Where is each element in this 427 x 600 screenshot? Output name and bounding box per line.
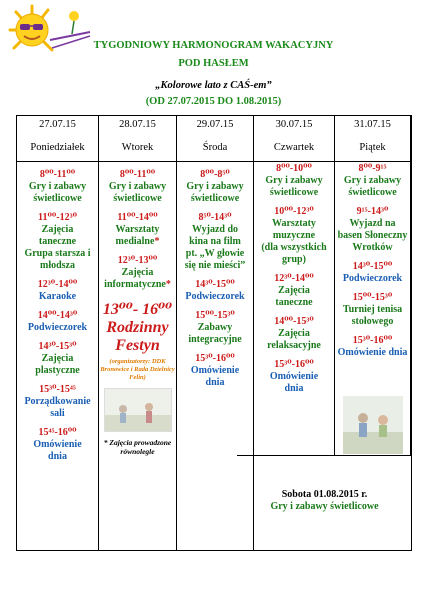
time-slot: 15³⁰-16⁰⁰ xyxy=(195,353,235,364)
day-date: 31.07.15 xyxy=(354,119,391,130)
activity: taneczne xyxy=(275,297,313,308)
day-activities xyxy=(17,162,98,463)
activity: Omówienie xyxy=(190,365,240,376)
activity: Wyjazd do xyxy=(191,224,239,235)
document-header xyxy=(0,38,427,110)
day-date: 29.07.15 xyxy=(196,119,234,130)
activity xyxy=(99,279,176,291)
time-slot: 14³⁰-15⁰⁰ xyxy=(195,279,235,290)
time-slot: 11⁰⁰-12³⁰ xyxy=(38,212,77,223)
activity: świetlicowe xyxy=(269,187,319,198)
time-slot: 15³⁰-16⁰⁰ xyxy=(352,335,393,346)
activity: Zajęcia xyxy=(41,224,74,235)
activity: Warsztaty xyxy=(115,224,160,235)
activity: się nie mieści” xyxy=(184,260,246,271)
day-name: Poniedziałek xyxy=(30,142,85,153)
activity: Podwieczorek xyxy=(185,291,245,302)
day-date: 28.07.15 xyxy=(119,119,156,130)
activity: Warsztaty xyxy=(272,218,316,229)
time-slot: 15⁰⁰-15³⁰ xyxy=(352,292,393,303)
time-slot: 8⁰⁰-9¹⁵ xyxy=(358,163,387,174)
day-date: 30.07.15 xyxy=(275,119,313,130)
activity: pt. „W głowie xyxy=(185,248,245,259)
time-slot: 15³⁰-16⁰⁰ xyxy=(274,359,314,370)
festyn-title-2: Festyn xyxy=(115,337,160,354)
time-slot: 12³⁰-13⁰⁰ xyxy=(117,255,158,266)
festival-photo xyxy=(104,388,172,432)
time-slot: 8⁵⁰-14³⁰ xyxy=(198,212,232,223)
activity: (dla wszystkich xyxy=(261,242,327,253)
time-slot: 12³⁰-14⁰⁰ xyxy=(37,279,78,290)
saturday-title: Sobota 01.08.2015 r. xyxy=(281,489,368,500)
activity: Omówienie xyxy=(269,371,319,382)
time-slot: 15⁴⁵-16⁰⁰ xyxy=(38,427,77,438)
activity: świetlicowe xyxy=(113,193,162,204)
time-slot: 15⁰⁰-15³⁰ xyxy=(195,310,235,321)
activity: Omówienie dnia xyxy=(337,347,408,358)
activity: plastyczne xyxy=(35,365,80,376)
day-activities xyxy=(99,162,176,456)
time-slot: 14³⁰-15³⁰ xyxy=(38,341,77,352)
activity: Grupa starsza i xyxy=(24,248,91,259)
day-activities xyxy=(335,156,410,359)
organizers-note: (organizatorzy: DDK Bronowice i Rada Dzielnicy Felin) xyxy=(100,358,175,381)
time-slot: 14⁰⁰-15³⁰ xyxy=(274,316,314,327)
festyn-time: 13⁰⁰- 16⁰⁰ xyxy=(102,301,173,318)
saturday-activity: Gry i zabawy świetlicowe xyxy=(270,501,379,512)
time-slot: 12³⁰-14⁰⁰ xyxy=(274,273,314,284)
activity: Gry i zabawy xyxy=(186,181,244,192)
activity: dnia xyxy=(48,451,67,462)
activity: Gry i zabawy xyxy=(265,175,323,186)
asterisk-mark: * xyxy=(165,279,171,290)
activity: Gry i zabawy xyxy=(108,181,167,192)
activity: grup) xyxy=(282,254,306,265)
activity: młodsza xyxy=(40,260,75,271)
activity-text: informatyczne xyxy=(104,279,166,290)
time-slot: 14⁰⁰-14³⁰ xyxy=(37,310,78,321)
activity: świetlicowe xyxy=(33,193,82,204)
day-name: Czwartek xyxy=(273,142,315,153)
schedule-dates: (OD 27.07.2015 DO 1.08.2015) xyxy=(145,96,282,107)
day-activities xyxy=(177,162,253,389)
time-slot: 8⁰⁰-8⁵⁰ xyxy=(200,169,230,180)
activity xyxy=(99,236,176,248)
activity: stołowego xyxy=(351,316,394,327)
time-slot: 8⁰⁰-10⁰⁰ xyxy=(276,163,312,174)
time-slot: 14³⁰-15⁰⁰ xyxy=(352,261,393,272)
time-slot: 15³⁰-15⁴⁵ xyxy=(39,384,76,395)
activity: Turniej tenisa xyxy=(342,304,403,315)
time-slot: 8⁰⁰-11⁰⁰ xyxy=(119,169,156,180)
time-slot: 11⁰⁰-14⁰⁰ xyxy=(117,212,158,223)
activity: sali xyxy=(50,408,65,419)
schedule-motto: „Kolorowe lato z CAŚ-em” xyxy=(155,80,272,91)
asterisk-mark: * xyxy=(154,236,160,247)
activity: Zabawy xyxy=(197,322,233,333)
activity: Zajęcia xyxy=(278,285,310,296)
time-slot: 8⁰⁰-11⁰⁰ xyxy=(39,169,76,180)
activity: Podwieczorek xyxy=(342,273,403,284)
activity: kina na film xyxy=(189,236,241,247)
activity: Podwieczorek xyxy=(27,322,88,333)
activity: świetlicowe xyxy=(348,187,397,198)
day-date: 27.07.15 xyxy=(39,119,76,130)
activity: Wrotków xyxy=(352,242,393,253)
activity-text: medialne xyxy=(115,236,155,247)
activity: Omówienie xyxy=(33,439,82,450)
activity: świetlicowe xyxy=(190,193,240,204)
schedule-title: TYGODNIOWY HARMONOGRAM WAKACYJNY xyxy=(93,40,334,51)
pool-photo xyxy=(343,396,403,454)
activity: basen Słoneczny xyxy=(337,230,408,241)
day-name: Środa xyxy=(202,142,228,153)
activity: muzyczne xyxy=(272,230,316,241)
day-name: Wtorek xyxy=(121,142,154,153)
day-name: Piątek xyxy=(359,142,386,153)
activity: relaksacyjne xyxy=(267,340,321,351)
schedule-subtitle: POD HASŁEM xyxy=(178,58,249,69)
activity: dnia xyxy=(205,377,225,388)
festyn-title-1: Rodzinny xyxy=(106,319,169,336)
activity: Zajęcia xyxy=(121,267,154,278)
day-column-tuesday xyxy=(99,116,177,550)
activity: Karaoke xyxy=(38,291,77,302)
parallel-note: * Zajęcia prowadzone równolegle xyxy=(103,438,172,456)
activity: Gry i zabawy xyxy=(28,181,87,192)
activity: taneczne xyxy=(38,236,77,247)
day-activities xyxy=(254,156,334,395)
day-column-monday xyxy=(17,116,99,550)
activity: integracyjne xyxy=(188,334,242,345)
saturday-block xyxy=(237,455,412,551)
activity: Zajęcia xyxy=(41,353,74,364)
time-slot: 9¹⁵-14³⁰ xyxy=(356,206,389,217)
day-column-thursday xyxy=(254,116,335,456)
time-slot: 10⁰⁰-12³⁰ xyxy=(274,206,314,217)
activity: Porządkowanie xyxy=(24,396,91,407)
activity: Zajęcia xyxy=(278,328,310,339)
activity: Wyjazd na xyxy=(349,218,396,229)
activity: dnia xyxy=(284,383,304,394)
activity: Gry i zabawy xyxy=(343,175,402,186)
